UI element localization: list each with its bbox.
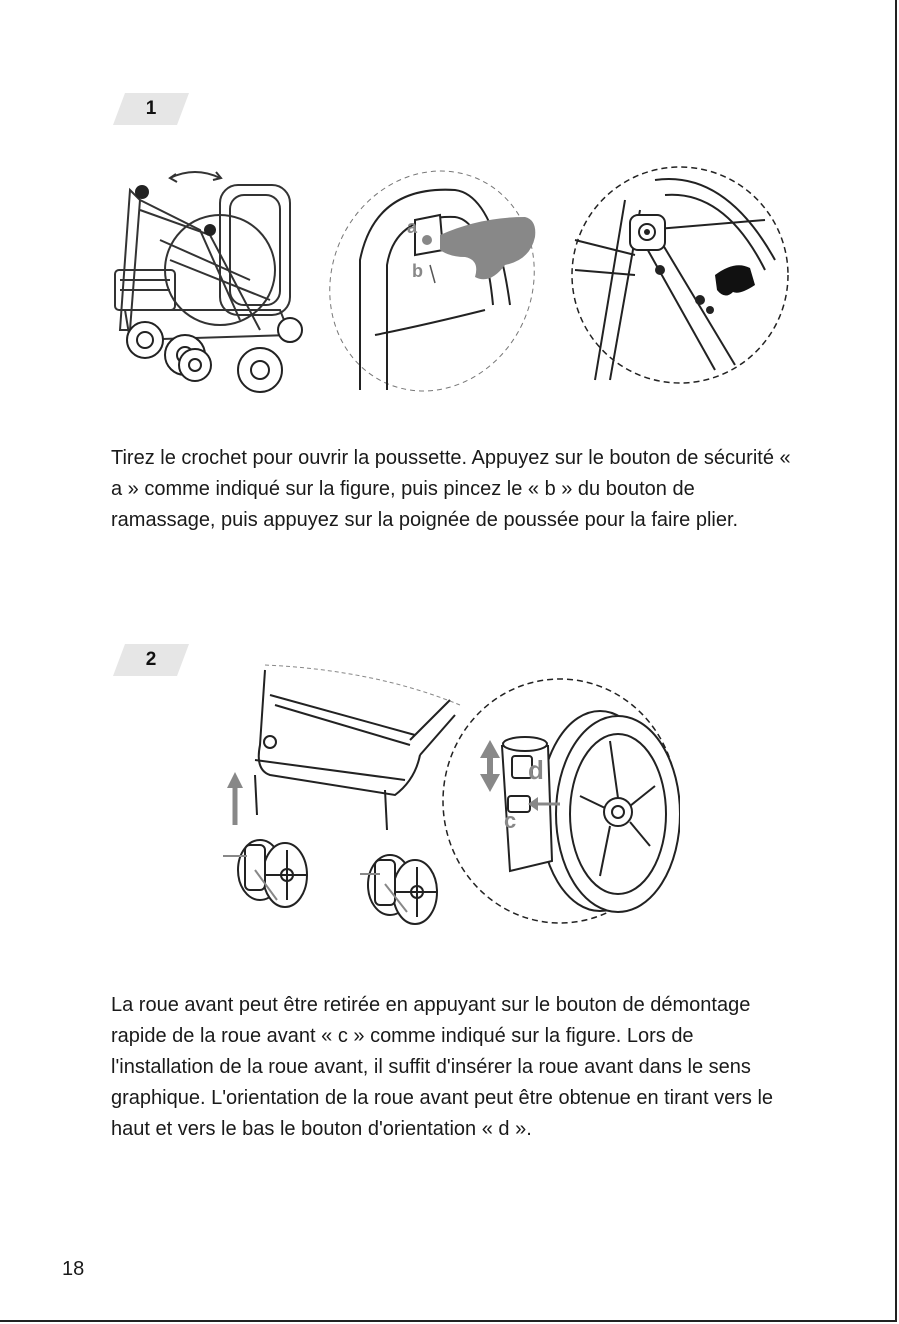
step-1-number: 1 [145, 98, 157, 119]
hand-icon [440, 217, 535, 279]
step-1-badge [113, 93, 189, 125]
hinge-closeup-illustration [565, 160, 795, 390]
front-wheel-removal-illustration [215, 660, 465, 935]
folded-stroller-illustration [100, 160, 310, 400]
page-number: 18 [62, 1258, 85, 1280]
hand-icon [715, 265, 755, 295]
step-2-instructions: La roue avant peut être retirée en appuyant sur le bouton de démontage rapide de la roue avant « c » comme indiqué sur la figure. Lors de l'installation de la roue avant, il suffit d'insérer la roue avant dans le sens graphique. L'orientation de la roue avant peut être obtenue en tirant vers le haut et vers le bas le bouton d'orientation « d ». [111, 994, 774, 1140]
step-2-badge [113, 644, 189, 676]
wheel-closeup-illustration [440, 676, 680, 926]
step-1-instructions: Tirez le crochet pour ouvrir la poussette. Appuyez sur le bouton de sécurité « a » comme indiqué sur la figure, puis pincez le « b » du bouton de ramassage, puis appuyez sur la poignée de poussée pour la faire plier. [111, 447, 791, 531]
handle-closeup-illustration [315, 165, 550, 397]
callout-c: c [504, 808, 517, 833]
callout-a: a [407, 217, 418, 237]
callout-b: b [412, 261, 423, 281]
step-2-number: 2 [145, 649, 157, 670]
callout-d: d [528, 755, 544, 785]
